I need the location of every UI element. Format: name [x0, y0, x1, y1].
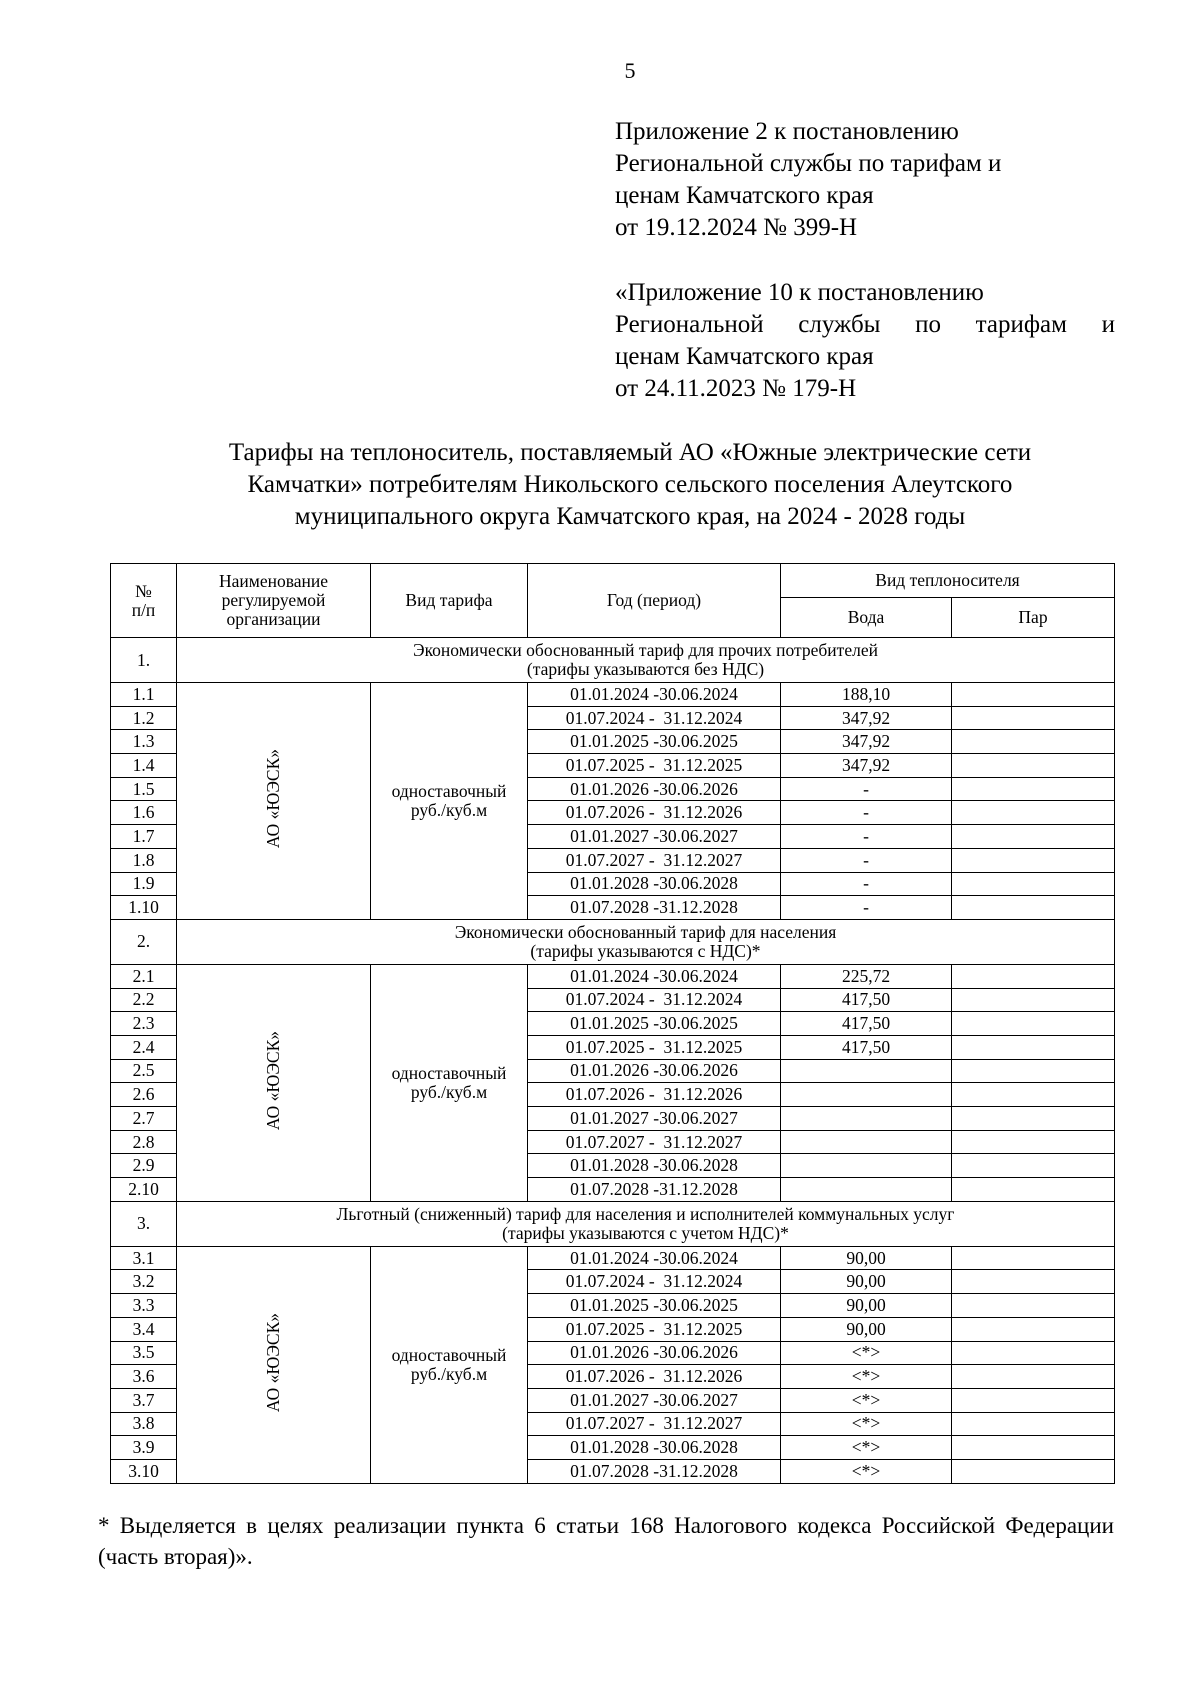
water-value: -: [781, 896, 952, 920]
water-value: 347,92: [781, 754, 952, 778]
period-cell: 01.07.2028 -31.12.2028: [528, 1178, 781, 1202]
period-cell: 01.07.2027 - 31.12.2027: [528, 1412, 781, 1436]
row-number: 1.7: [111, 825, 177, 849]
steam-value: [952, 1412, 1115, 1436]
steam-value: [952, 683, 1115, 707]
period-cell: 01.01.2025 -30.06.2025: [528, 1012, 781, 1036]
organization-name: АО «ЮЭСК»: [263, 749, 283, 849]
water-value: [781, 1178, 952, 1202]
water-value: <*>: [781, 1412, 952, 1436]
steam-value: [952, 1035, 1115, 1059]
steam-value: [952, 1388, 1115, 1412]
row-number: 2.2: [111, 988, 177, 1012]
header-num-line-2: п/п: [131, 599, 156, 620]
row-number: 2.7: [111, 1107, 177, 1131]
period-cell: 01.01.2026 -30.06.2026: [528, 1341, 781, 1365]
title-line-1: Тарифы на теплоноситель, поставляемый АО «Южные электрические сети: [228, 439, 1032, 466]
row-number: 1.3: [111, 730, 177, 754]
steam-value: [952, 1246, 1115, 1270]
period-cell: 01.01.2027 -30.06.2027: [528, 825, 781, 849]
row-number: 2.10: [111, 1178, 177, 1202]
steam-value: [952, 777, 1115, 801]
period-cell: 01.07.2027 - 31.12.2027: [528, 848, 781, 872]
tariff-type-line-2: руб./куб.м: [410, 1081, 488, 1102]
steam-value: [952, 1130, 1115, 1154]
period-cell: 01.07.2026 - 31.12.2026: [528, 1083, 781, 1107]
steam-value: [952, 1154, 1115, 1178]
appendix-block-1: [615, 116, 1115, 244]
header-org: [177, 564, 371, 638]
period-cell: 01.01.2025 -30.06.2025: [528, 730, 781, 754]
appendix-1-line-2: Региональной службы по тарифам и: [615, 150, 1002, 177]
water-value: [781, 1130, 952, 1154]
period-cell: 01.07.2024 - 31.12.2024: [528, 1270, 781, 1294]
steam-value: [952, 1107, 1115, 1131]
water-value: -: [781, 801, 952, 825]
tariff-type-cell: [371, 964, 528, 1201]
page-number: 5: [624, 58, 636, 83]
row-number: 3.7: [111, 1388, 177, 1412]
row-number: 1.1: [111, 683, 177, 707]
appendix-1-line-3: ценам Камчатского края: [615, 182, 874, 209]
section-title: [177, 919, 1115, 964]
section-title-line-1: Экономически обоснованный тариф для прочих потребителей: [413, 640, 878, 660]
header-steam: Пар: [952, 598, 1115, 638]
appendix-1-line-1: Приложение 2 к постановлению: [615, 118, 959, 145]
steam-value: [952, 730, 1115, 754]
section-title: [177, 638, 1115, 683]
organization-name: АО «ЮЭСК»: [263, 1313, 283, 1413]
steam-value: [952, 754, 1115, 778]
header-org-line-1: Наименование: [218, 571, 329, 591]
period-cell: 01.01.2025 -30.06.2025: [528, 1294, 781, 1318]
row-number: 1.9: [111, 872, 177, 896]
water-value: 90,00: [781, 1270, 952, 1294]
section-title: [177, 1201, 1115, 1246]
appendix-1-line-4: от 19.12.2024 № 399-Н: [615, 214, 858, 241]
steam-value: [952, 988, 1115, 1012]
tariff-type-line-2: руб./куб.м: [410, 1363, 488, 1384]
period-cell: 01.01.2026 -30.06.2026: [528, 777, 781, 801]
steam-value: [952, 1436, 1115, 1460]
footnote-line-2: (часть вторая)».: [98, 1544, 253, 1569]
appendix-2-line-2: Региональной службы по тарифам и: [615, 311, 1115, 338]
header-tariff-type: Вид тарифа: [371, 564, 528, 638]
steam-value: [952, 872, 1115, 896]
water-value: <*>: [781, 1436, 952, 1460]
row-number: 1.5: [111, 777, 177, 801]
water-value: 417,50: [781, 1035, 952, 1059]
title-line-3: муниципального округа Камчатского края, на 2024 - 2028 годы: [294, 503, 966, 530]
section-number: 3.: [111, 1201, 177, 1246]
tariff-table: [110, 563, 1115, 1484]
water-value: 188,10: [781, 683, 952, 707]
table-row: [111, 1246, 1115, 1270]
water-value: 90,00: [781, 1317, 952, 1341]
appendix-2-line-1: «Приложение 10 к постановлению: [615, 279, 984, 306]
steam-value: [952, 1341, 1115, 1365]
organization-cell: [177, 964, 371, 1201]
steam-value: [952, 1317, 1115, 1341]
row-number: 1.8: [111, 848, 177, 872]
steam-value: [952, 1059, 1115, 1083]
period-cell: 01.01.2024 -30.06.2024: [528, 1246, 781, 1270]
section-title-line-2: (тарифы указываются с НДС)*: [530, 940, 761, 961]
section-number: 2.: [111, 919, 177, 964]
period-cell: 01.01.2026 -30.06.2026: [528, 1059, 781, 1083]
period-cell: 01.07.2028 -31.12.2028: [528, 1459, 781, 1483]
header-num-line-1: №: [135, 580, 152, 601]
section-title-line-2: (тарифы указываются без НДС): [526, 659, 765, 679]
row-number: 3.10: [111, 1459, 177, 1483]
row-number: 1.6: [111, 801, 177, 825]
steam-value: [952, 1270, 1115, 1294]
period-cell: 01.07.2027 - 31.12.2027: [528, 1130, 781, 1154]
document-title: [110, 437, 1150, 533]
title-line-2: Камчатки» потребителям Никольского сельского поселения Алеутского: [247, 471, 1013, 498]
water-value: -: [781, 825, 952, 849]
row-number: 2.3: [111, 1012, 177, 1036]
steam-value: [952, 1294, 1115, 1318]
table-row: [111, 964, 1115, 988]
water-value: -: [781, 872, 952, 896]
header-num: [111, 564, 177, 638]
steam-value: [952, 1178, 1115, 1202]
period-cell: 01.07.2024 - 31.12.2024: [528, 988, 781, 1012]
steam-value: [952, 1459, 1115, 1483]
table-row: [111, 683, 1115, 707]
row-number: 3.5: [111, 1341, 177, 1365]
tariff-type-line-2: руб./куб.м: [410, 799, 488, 820]
period-cell: 01.07.2026 - 31.12.2026: [528, 1365, 781, 1389]
period-cell: 01.07.2028 -31.12.2028: [528, 896, 781, 920]
water-value: <*>: [781, 1388, 952, 1412]
water-value: 90,00: [781, 1246, 952, 1270]
footnote-line-1: * Выделяется в целях реализации пункта 6 статьи 168 Налогового кодекса Российской Федерации: [98, 1513, 1114, 1538]
steam-value: [952, 801, 1115, 825]
appendix-block-2: [615, 277, 1115, 405]
water-value: -: [781, 848, 952, 872]
period-cell: 01.01.2024 -30.06.2024: [528, 683, 781, 707]
steam-value: [952, 706, 1115, 730]
header-org-line-2: регулируемой: [221, 590, 326, 610]
row-number: 1.4: [111, 754, 177, 778]
water-value: 347,92: [781, 706, 952, 730]
appendix-2-line-3: ценам Камчатского края: [615, 343, 874, 370]
tariff-type-cell: [371, 1246, 528, 1483]
row-number: 3.9: [111, 1436, 177, 1460]
period-cell: 01.01.2028 -30.06.2028: [528, 872, 781, 896]
row-number: 2.8: [111, 1130, 177, 1154]
row-number: 3.6: [111, 1365, 177, 1389]
period-cell: 01.01.2028 -30.06.2028: [528, 1154, 781, 1178]
header-period: Год (период): [528, 564, 781, 638]
row-number: 2.5: [111, 1059, 177, 1083]
water-value: [781, 1107, 952, 1131]
water-value: <*>: [781, 1365, 952, 1389]
period-cell: 01.07.2025 - 31.12.2025: [528, 1317, 781, 1341]
water-value: 225,72: [781, 964, 952, 988]
period-cell: 01.01.2024 -30.06.2024: [528, 964, 781, 988]
water-value: 417,50: [781, 988, 952, 1012]
organization-cell: [177, 683, 371, 920]
steam-value: [952, 964, 1115, 988]
period-cell: 01.07.2024 - 31.12.2024: [528, 706, 781, 730]
water-value: 90,00: [781, 1294, 952, 1318]
water-value: [781, 1059, 952, 1083]
organization-cell: [177, 1246, 371, 1483]
steam-value: [952, 1083, 1115, 1107]
header-water: Вода: [781, 598, 952, 638]
steam-value: [952, 848, 1115, 872]
tariff-type-line-1: одноставочный: [391, 1062, 507, 1083]
row-number: 3.8: [111, 1412, 177, 1436]
row-number: 3.3: [111, 1294, 177, 1318]
water-value: 417,50: [781, 1012, 952, 1036]
row-number: 1.10: [111, 896, 177, 920]
tariff-type-line-1: одноставочный: [391, 780, 507, 801]
water-value: [781, 1083, 952, 1107]
row-number: 2.4: [111, 1035, 177, 1059]
period-cell: 01.07.2025 - 31.12.2025: [528, 1035, 781, 1059]
water-value: <*>: [781, 1459, 952, 1483]
row-number: 1.2: [111, 706, 177, 730]
water-value: -: [781, 777, 952, 801]
tariff-type-cell: [371, 683, 528, 920]
row-number: 3.2: [111, 1270, 177, 1294]
row-number: 2.1: [111, 964, 177, 988]
period-cell: 01.01.2027 -30.06.2027: [528, 1107, 781, 1131]
steam-value: [952, 1012, 1115, 1036]
period-cell: 01.07.2025 - 31.12.2025: [528, 754, 781, 778]
row-number: 2.9: [111, 1154, 177, 1178]
header-org-line-3: организации: [226, 609, 321, 629]
water-value: 347,92: [781, 730, 952, 754]
period-cell: 01.01.2027 -30.06.2027: [528, 1388, 781, 1412]
period-cell: 01.07.2026 - 31.12.2026: [528, 801, 781, 825]
section-title-line-1: Экономически обоснованный тариф для населения: [454, 921, 837, 942]
steam-value: [952, 896, 1115, 920]
water-value: [781, 1154, 952, 1178]
section-title-line-2: (тарифы указываются с учетом НДС)*: [502, 1222, 789, 1243]
period-cell: 01.01.2028 -30.06.2028: [528, 1436, 781, 1460]
section-number: 1.: [111, 638, 177, 683]
header-carrier: Вид теплоносителя: [781, 564, 1115, 598]
steam-value: [952, 1365, 1115, 1389]
appendix-2-line-4: от 24.11.2023 № 179-Н: [615, 375, 857, 402]
footnote: [98, 1510, 1114, 1572]
organization-name: АО «ЮЭСК»: [263, 1031, 283, 1131]
row-number: 3.4: [111, 1317, 177, 1341]
tariff-type-line-1: одноставочный: [391, 1344, 507, 1365]
row-number: 2.6: [111, 1083, 177, 1107]
water-value: <*>: [781, 1341, 952, 1365]
steam-value: [952, 825, 1115, 849]
row-number: 3.1: [111, 1246, 177, 1270]
section-title-line-1: Льготный (сниженный) тариф для населения и исполнителей коммунальных услуг: [336, 1203, 955, 1224]
